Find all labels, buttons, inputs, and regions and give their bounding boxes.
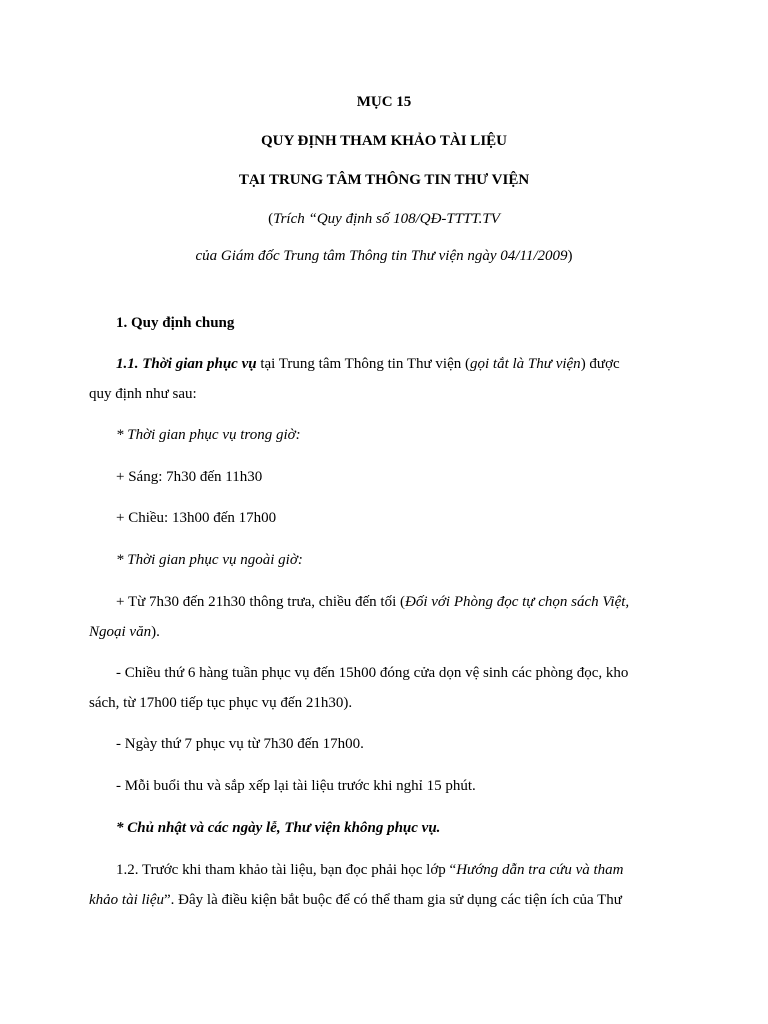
p12-italic-2: khảo tài liệu bbox=[89, 892, 164, 908]
extended-hours-line1 bbox=[116, 594, 629, 611]
paragraph-1-1-line2: quy định như sau: bbox=[89, 386, 197, 402]
collection-note: - Mỗi buổi thu và sắp xếp lại tài liệu trước khi nghỉ 15 phút. bbox=[116, 778, 476, 794]
p1-text-b: ) được bbox=[580, 356, 620, 372]
citation-line2 bbox=[0, 248, 768, 265]
paragraph-1-1-line1 bbox=[116, 356, 620, 373]
extended-hours-line2 bbox=[89, 624, 160, 641]
citation-open-paren: ( bbox=[268, 211, 274, 227]
paragraph-1-2-line2 bbox=[89, 892, 622, 909]
document-title-line1: QUY ĐỊNH THAM KHẢO TÀI LIỆU bbox=[260, 133, 507, 149]
paragraph-1-2-line1 bbox=[116, 862, 623, 879]
service-time-label: 1.1. Thời gian phục vụ bbox=[116, 356, 257, 372]
p12-text-a: 1.2. Trước khi tham khảo tài liệu, bạn đọc phải học lớp “ bbox=[116, 862, 457, 878]
p1-text-a: tại Trung tâm Thông tin Thư viện ( bbox=[256, 356, 470, 372]
friday-note-line2: sách, từ 17h00 tiếp tục phục vụ đến 21h30). bbox=[89, 695, 353, 711]
document-title-line2: TẠI TRUNG TÂM THÔNG TIN THƯ VIỆN bbox=[238, 172, 530, 188]
section-number: MỤC 15 bbox=[356, 94, 412, 110]
citation-line1 bbox=[0, 211, 768, 228]
closed-days-note: * Chủ nhật và các ngày lễ, Thư viện không phục vụ. bbox=[116, 820, 441, 836]
citation-close-paren: ) bbox=[567, 248, 573, 264]
p12-text-b: ”. Đây là điều kiện bắt buộc để có thể tham gia sử dụng các tiện ích của Thư bbox=[164, 892, 622, 908]
citation-text-1: Trích “Quy định số 108/QĐ-TTTT.TV bbox=[273, 211, 500, 227]
extended-italic-1: Đối với Phòng đọc tự chọn sách Việt, bbox=[404, 594, 630, 610]
p1-italic: gọi tắt là Thư viện bbox=[470, 356, 581, 372]
extended-italic-2: Ngoại văn bbox=[89, 624, 152, 640]
p12-italic-1: Hướng dẫn tra cứu và tham bbox=[456, 862, 624, 878]
saturday-note: - Ngày thứ 7 phục vụ từ 7h30 đến 17h00. bbox=[116, 736, 364, 752]
section-heading: 1. Quy định chung bbox=[116, 315, 235, 331]
extended-close: ). bbox=[151, 624, 160, 640]
afternoon-hours: + Chiều: 13h00 đến 17h00 bbox=[116, 510, 277, 526]
friday-note-line1: - Chiều thứ 6 hàng tuần phục vụ đến 15h00 đóng cửa dọn vệ sinh các phòng đọc, kho bbox=[116, 665, 629, 681]
extended-text: + Từ 7h30 đến 21h30 thông trưa, chiều đến tối ( bbox=[116, 594, 405, 610]
in-hours-heading: * Thời gian phục vụ trong giờ: bbox=[116, 427, 301, 443]
citation-text-2: của Giám đốc Trung tâm Thông tin Thư viện ngày 04/11/2009 bbox=[195, 248, 568, 264]
out-hours-heading: * Thời gian phục vụ ngoài giờ: bbox=[116, 552, 303, 568]
morning-hours: + Sáng: 7h30 đến 11h30 bbox=[116, 469, 263, 485]
